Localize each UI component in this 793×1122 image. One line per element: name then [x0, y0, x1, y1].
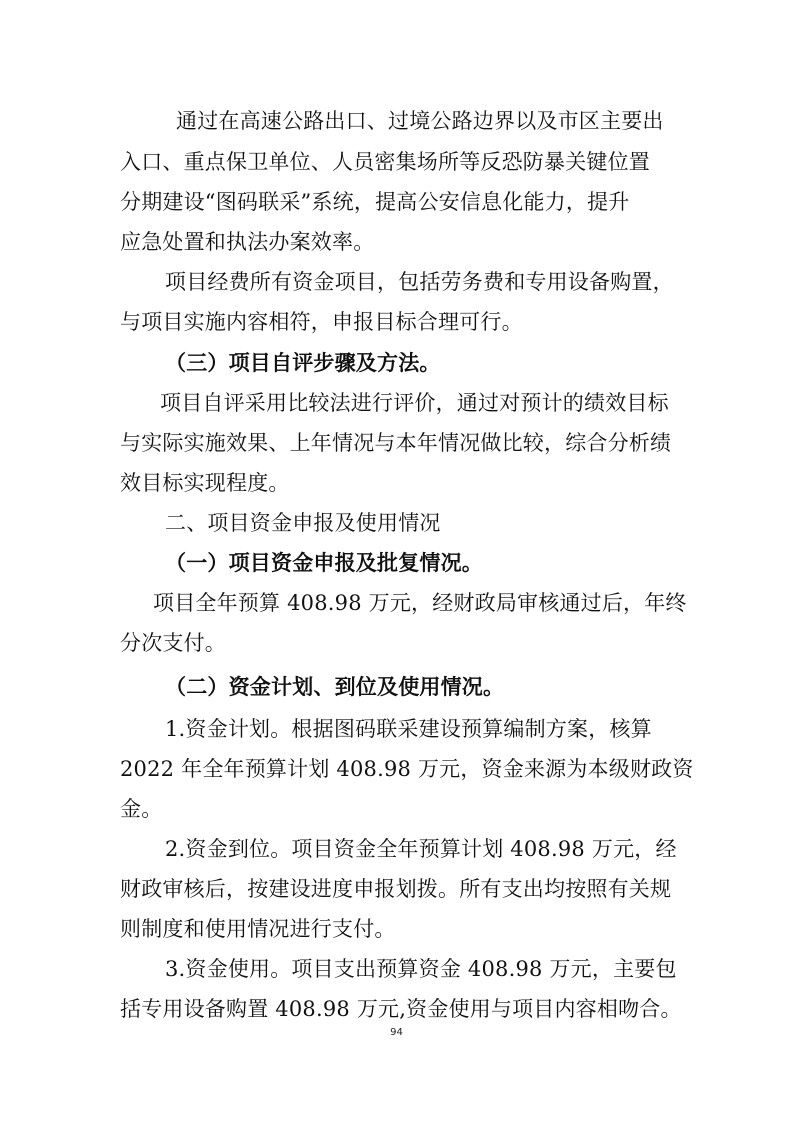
- page-number: 94: [390, 1027, 403, 1038]
- paragraph-4-line-1: 项目全年预算 408.98 万元，经财政局审核通过后，年终: [153, 591, 687, 615]
- item-3-line-2: 括专用设备购置 408.98 万元,资金使用与项目内容相吻合。: [120, 997, 682, 1021]
- paragraph-1-line-3: 分期建设“图码联采”系统，提高公安信息化能力，提升: [120, 190, 630, 214]
- section-2-heading: 二、项目资金申报及使用情况: [165, 511, 441, 535]
- item-1-line-2: 2022 年全年预算计划 408.98 万元，资金来源为本级财政资: [120, 757, 694, 781]
- paragraph-4-line-2: 分次支付。: [120, 631, 226, 655]
- heading-fund-application: （一）项目资金申报及批复情况。: [165, 550, 483, 575]
- paragraph-1-line-4: 应急处置和执法办案效率。: [120, 230, 375, 254]
- item-1-line-3: 金。: [120, 797, 163, 821]
- paragraph-3-line-3: 效目标实现程度。: [120, 471, 290, 495]
- paragraph-2-line-1: 项目经费所有资金项目，包括劳务费和专用设备购置，: [165, 270, 674, 294]
- item-1-line-1: 1.资金计划。根据图码联采建设预算编制方案，核算: [165, 717, 652, 741]
- paragraph-3-line-2: 与实际实施效果、上年情况与本年情况做比较，综合分析绩: [120, 431, 672, 455]
- paragraph-3-line-1: 项目自评采用比较法进行评价，通过对预计的绩效目标: [160, 391, 669, 415]
- heading-evaluation-steps: （三）项目自评步骤及方法。: [165, 350, 441, 375]
- paragraph-2-line-2: 与项目实施内容相符，申报目标合理可行。: [120, 310, 523, 334]
- paragraph-1-line-1: 通过在高速公路出口、过境公路边界以及市区主要出: [176, 109, 664, 133]
- item-3-line-1: 3.资金使用。项目支出预算资金 408.98 万元，主要包: [165, 957, 677, 981]
- heading-fund-plan: （二）资金计划、到位及使用情况。: [165, 674, 505, 699]
- item-2-line-1: 2.资金到位。项目资金全年预算计划 408.98 万元，经: [165, 837, 677, 861]
- item-2-line-2: 财政审核后，按建设进度申报划拨。所有支出均按照有关规: [120, 877, 672, 901]
- paragraph-1-line-2: 入口、重点保卫单位、人员密集场所等反恐防暴关键位置: [120, 150, 650, 174]
- item-2-line-3: 则制度和使用情况进行支付。: [120, 917, 396, 941]
